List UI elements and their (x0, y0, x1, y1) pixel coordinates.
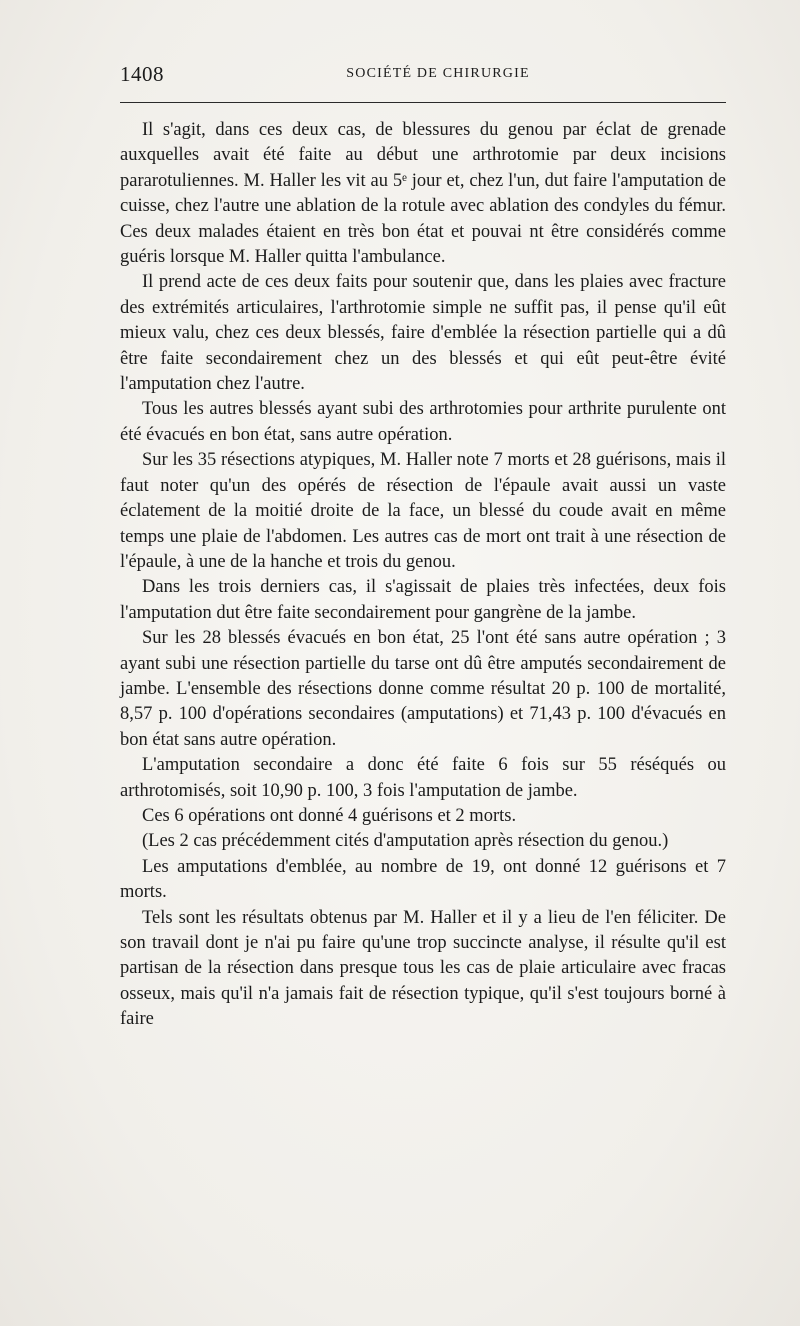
paragraph: Tels sont les résultats obtenus par M. Haller et il y a lieu de l'en féliciter. De son travail dont je n'ai pu faire qu'une trop succincte analyse, il résulte qu'il est partisan de la résection dans presque tous les cas de plaie articulaire avec fracas osseux, mais qu'il n'a jamais fait de résection typique, qu'il s'est toujours borné à faire (120, 907, 726, 1030)
paragraph: Tous les autres blessés ayant subi des arthrotomies pour arthrite purulente ont été évacués en bon état, sans autre opération. (120, 399, 726, 445)
paragraph: Il s'agit, dans ces deux cas, de blessures du genou par éclat de grenade auxquelles avait été faite au début une arthrotomie par deux incisions pararotuliennes. M. Haller les vit au 5ᵉ jour et, chez l'un, dut faire l'amputation de cuisse, chez l'autre une ablation de la rotule avec ablation des condyles du fémur. Ces deux malades étaient en très bon état et pouvai nt être considérés comme guéris lorsque M. Haller quitta l'ambulance. (120, 120, 726, 268)
page-number: 1408 (120, 62, 164, 86)
paragraph: Les amputations d'emblée, au nombre de 19, ont donné 12 guérisons et 7 morts. (120, 856, 726, 903)
page-header (120, 62, 726, 92)
body-text (120, 118, 726, 1033)
header-rule (120, 102, 726, 103)
paragraph: Sur les 28 blessés évacués en bon état, 25 l'ont été sans autre opération ; 3 ayant subi une résection partielle du tarse ont dû être amputés secondairement de jambe. L'ensemble des résections donne comme résultat 20 p. 100 de mortalité, 8,57 p. 100 d'opérations secondaires (amputations) et 71,43 p. 100 d'évacués en bon état sans autre opération. (120, 628, 726, 750)
paragraph: Ces 6 opérations ont donné 4 guérisons et 2 morts. (142, 805, 517, 826)
paragraph: L'amputation secondaire a donc été faite 6 fois sur 55 réséqués ou arthrotomisés, soit 10,90 p. 100, 3 fois l'amputation de jambe. (120, 755, 726, 801)
paragraph: Il prend acte de ces deux faits pour soutenir que, dans les plaies avec fracture des extrémités articulaires, l'arthrotomie simple ne suffit pas, il pense qu'il eût mieux valu, chez ces deux blessés, faire d'emblée la résection partielle qui a dû être faite secondairement chez un des blessés et qui eût peut-être évité l'amputation chez l'autre. (120, 272, 726, 395)
paragraph: (Les 2 cas précédemment cités d'amputation après résection du genou.) (142, 831, 669, 852)
paragraph: Dans les trois derniers cas, il s'agissait de plaies très infectées, deux fois l'amputation dut être faite secondairement pour gangrène de la jambe. (120, 577, 726, 623)
paragraph: Sur les 35 résections atypiques, M. Haller note 7 morts et 28 guérisons, mais il faut noter qu'un des opérés de résection de l'épaule avait aussi un vaste éclatement de la moitié droite de la face, un blessé du coude avait en même temps une plaie de l'abdomen. Les autres cas de mort ont trait à une résection de l'épaule, à une de la hanche et trois du genou. (120, 450, 726, 572)
running-head: SOCIÉTÉ DE CHIRURGIE (346, 66, 530, 81)
